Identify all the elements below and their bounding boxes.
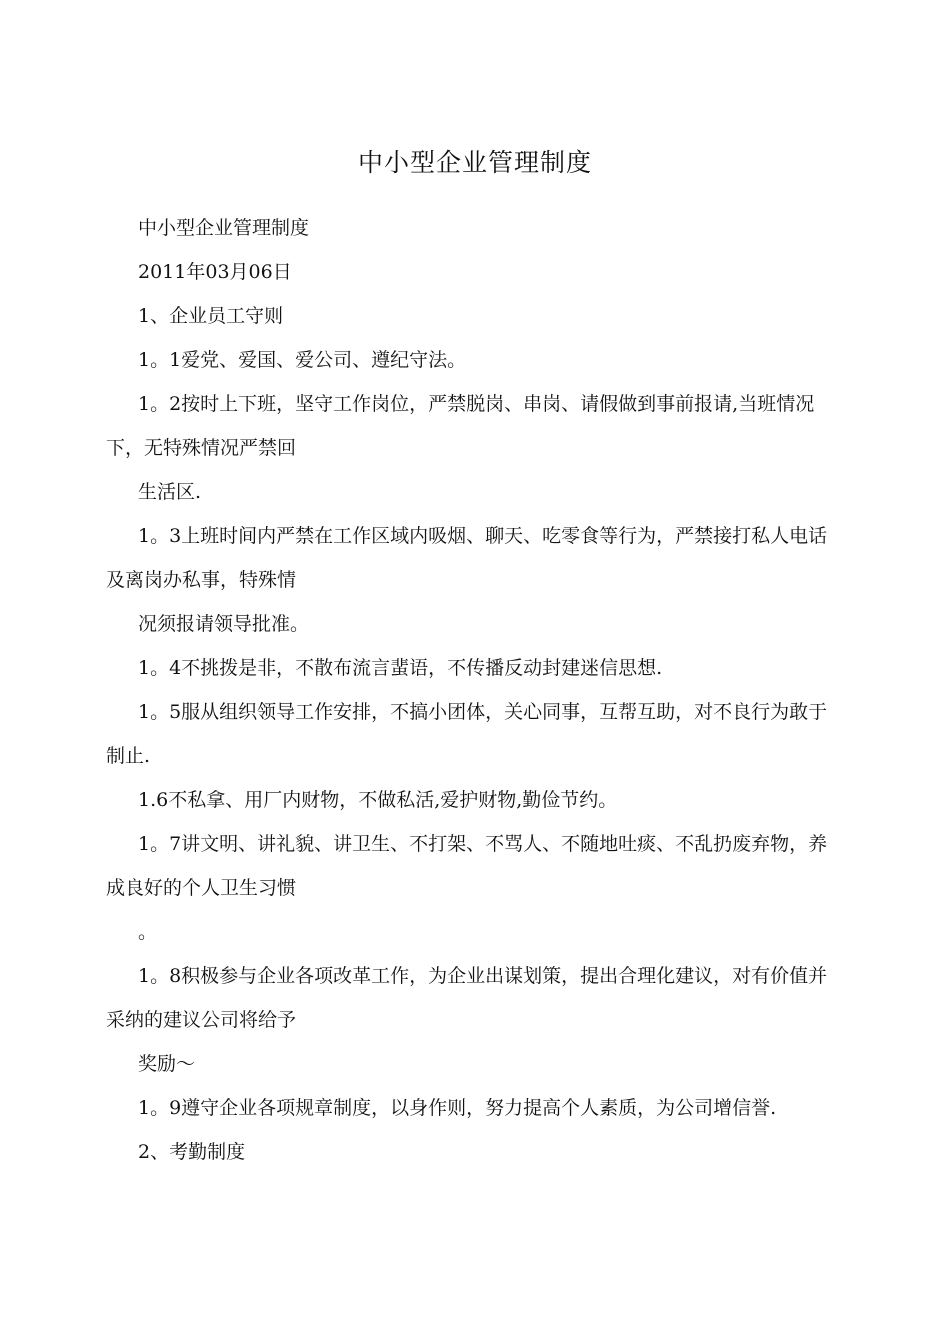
paragraph-rule-1-1: 1。1爱党、爱国、爱公司、遵纪守法。 — [138, 349, 467, 371]
paragraph-rule-1-8: 1。8积极参与企业各项改革工作，为企业出谋划策，提出合理化建议，对有价值并采纳的建议公司将给予 — [106, 965, 828, 1031]
paragraph-rule-1-9: 1。9遵守企业各项规章制度，以身作则，努力提高个人素质，为公司增信誉. — [138, 1097, 777, 1119]
paragraph-rule-1-2-continued: 生活区. — [138, 481, 202, 503]
paragraph-rule-1-4: 1。4不挑拨是非，不散布流言蜚语，不传播反动封建迷信思想. — [138, 657, 663, 679]
paragraph-rule-1-5: 1。5服从组织领导工作安排，不搞小团体，关心同事，互帮互助，对不良行为敢于制止. — [106, 701, 828, 767]
paragraph-rule-1-3-continued: 况须报请领导批准。 — [138, 613, 310, 635]
document-title: 中小型企业管理制度 — [357, 148, 592, 177]
paragraph-rule-1-2: 1。2按时上下班，坚守工作岗位，严禁脱岗、串岗、请假做到事前报请,当班情况下，无特殊情况严禁回 — [106, 393, 815, 459]
document-body — [106, 206, 846, 1174]
paragraph-rule-1-7-continued: 。 — [138, 921, 158, 943]
paragraph-rule-1-7: 1。7讲文明、讲礼貌、讲卫生、不打架、不骂人、不随地吐痰、不乱扔废弃物，养成良好的个人卫生习惯 — [106, 833, 828, 899]
paragraph-date: 2011年03月06日 — [138, 261, 292, 283]
paragraph-rule-1-8-continued: 奖励〜 — [138, 1053, 196, 1075]
paragraph-rule-1-6: 1.6不私拿、用厂内财物，不做私活,爱护财物,勤俭节约。 — [138, 789, 618, 811]
section-heading-1: 1、企业员工守则 — [138, 305, 284, 327]
paragraph-rule-1-3: 1。3上班时间内严禁在工作区域内吸烟、聊天、吃零食等行为，严禁接打私人电话及离岗办私事，特殊情 — [106, 525, 828, 591]
section-heading-2: 2、考勤制度 — [138, 1141, 246, 1163]
paragraph-subtitle: 中小型企业管理制度 — [138, 217, 310, 239]
